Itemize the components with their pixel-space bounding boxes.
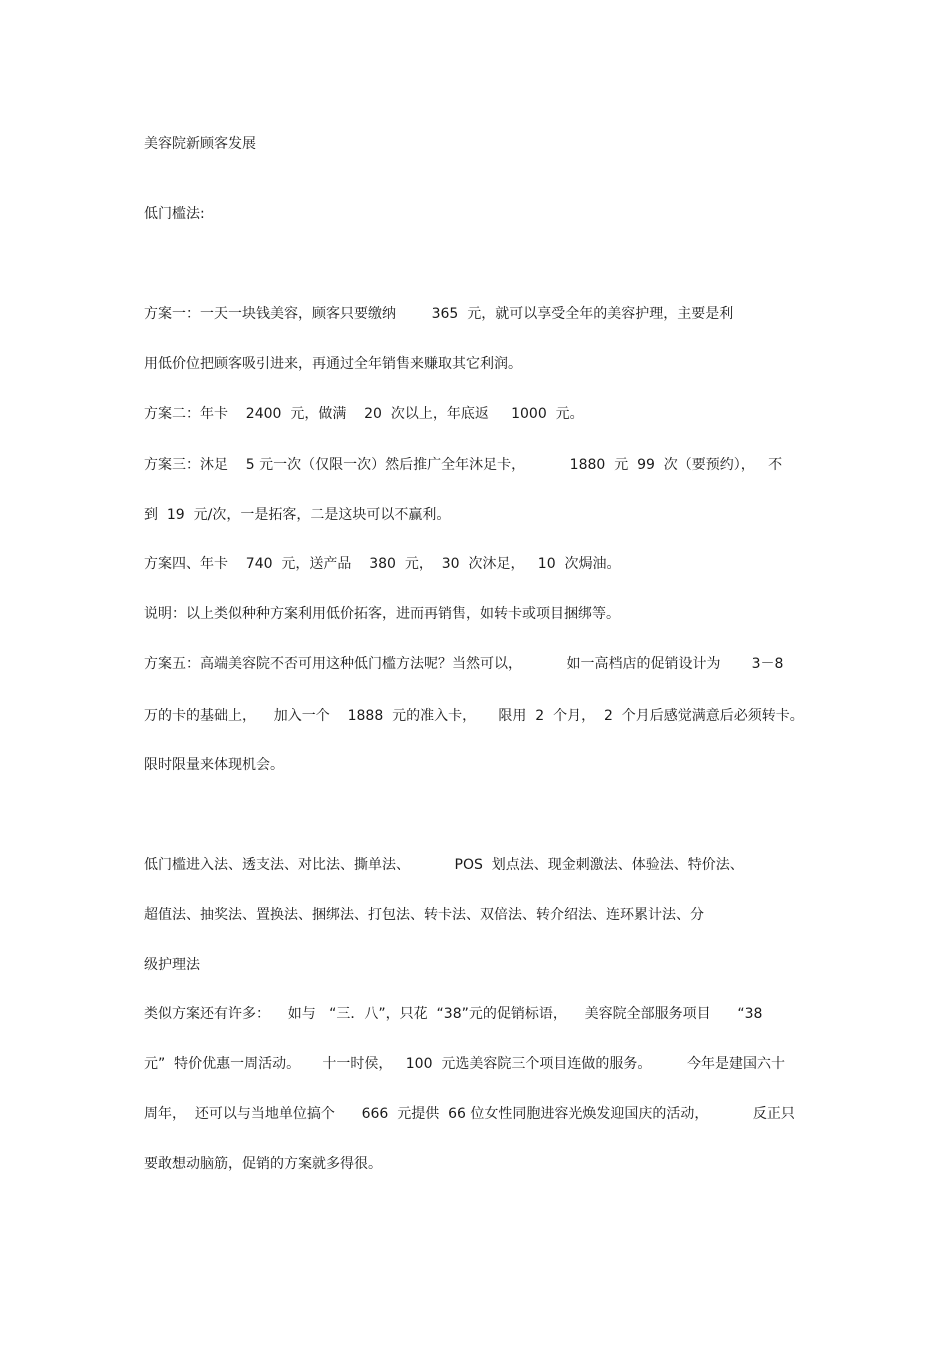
paragraph-line: 要敢想动脑筋，促销的方案就多得很。 xyxy=(144,1156,382,1172)
paragraph-line: 方案五：高端美容院不否可用这种低门槛方法呢？当然可以， 如一高档店的促销设计为 3－8 xyxy=(144,656,784,672)
paragraph-line: 万的卡的基础上， 加入一个 1888 元的准入卡， 限用 2 个月， 2 个月后感觉满意后必须转卡。 xyxy=(144,708,804,724)
paragraph-line: 方案三：沐足 5 元一次（仅限一次）然后推广全年沐足卡， 1880 元 99 次（要预约）， 不 xyxy=(144,457,783,473)
paragraph-line: 说明：以上类似种种方案利用低价拓客，进而再销售，如转卡或项目捆绑等。 xyxy=(144,606,620,622)
paragraph-line: 限时限量来体现机会。 xyxy=(144,757,284,773)
paragraph-line: 超值法、抽奖法、置换法、捆绑法、打包法、转卡法、双倍法、转介绍法、连环累计法、分 xyxy=(144,907,704,923)
paragraph-line: 元” 特价优惠一周活动。 十一时侯， 100 元选美容院三个项目连做的服务。 今年是建国六十 xyxy=(144,1056,785,1072)
paragraph-line: 周年， 还可以与当地单位搞个 666 元提供 66 位女性同胞进容光焕发迎国庆的活动， 反正只 xyxy=(144,1106,795,1122)
paragraph-line: 级护理法 xyxy=(144,957,200,973)
paragraph-line: 到 19 元/次，一是拓客，二是这块可以不赢利。 xyxy=(144,507,451,523)
paragraph-line: 低门槛进入法、透支法、对比法、撕单法、 POS 划点法、现金刺激法、体验法、特价法、 xyxy=(144,857,744,873)
paragraph-line: 方案二：年卡 2400 元，做满 20 次以上，年底返 1000 元。 xyxy=(144,406,584,422)
paragraph-line: 用低价位把顾客吸引进来，再通过全年销售来赚取其它利润。 xyxy=(144,356,522,372)
paragraph-line: 方案四、年卡 740 元，送产品 380 元， 30 次沐足， 10 次焗油。 xyxy=(144,556,621,572)
document-title: 美容院新顾客发展 xyxy=(144,136,256,152)
paragraph-line: 类似方案还有许多： 如与 “三．八”，只花 “38”元的促销标语， 美容院全部服务项目 “38 xyxy=(144,1006,763,1022)
paragraph-line: 方案一：一天一块钱美容，顾客只要缴纳 365 元，就可以享受全年的美容护理，主要是利 xyxy=(144,306,734,322)
section-heading: 低门槛法: xyxy=(144,206,205,222)
